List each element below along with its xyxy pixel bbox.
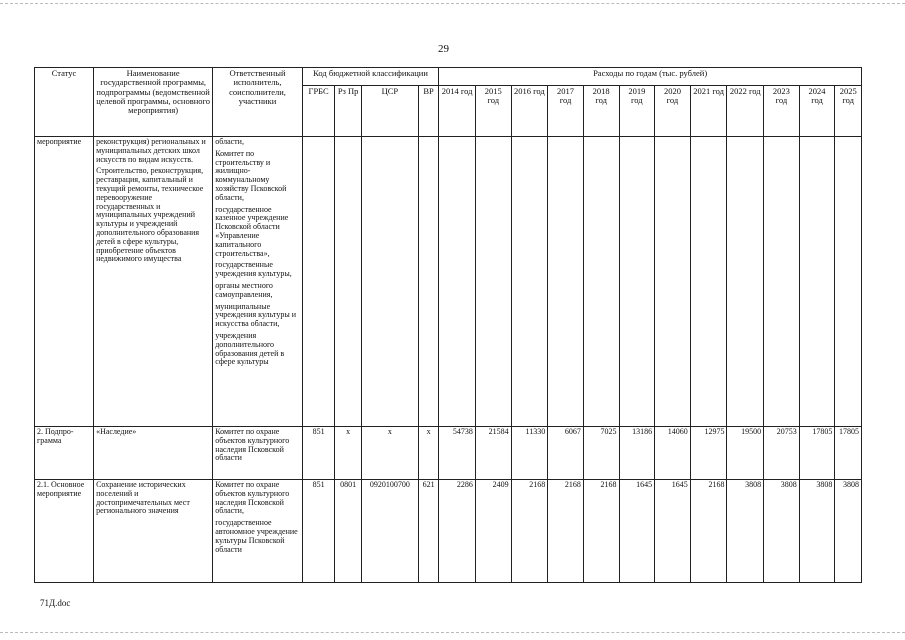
row-value: 3808 xyxy=(727,480,764,583)
row-rz-pr xyxy=(335,137,361,427)
responsible-part: органы местного самоуправления, xyxy=(215,280,273,299)
header-responsible: Ответственный исполнитель, соисполнители, участники xyxy=(213,68,303,137)
responsible-part: муниципальные учреждения культуры и искусства области, xyxy=(215,301,296,329)
row-rz-pr: х xyxy=(335,427,361,480)
header-year: 2015 год xyxy=(475,86,511,137)
responsible-part: Комитет по охране объектов культурного наследия Псковской области xyxy=(215,427,290,463)
table-row xyxy=(35,137,862,427)
bottom-scan-border xyxy=(0,632,905,633)
row-grbs: 851 xyxy=(302,480,335,583)
row-value: 2168 xyxy=(511,480,548,583)
row-name-part: «Наследие» xyxy=(96,427,137,436)
header-year: 2014 год xyxy=(439,86,476,137)
responsible-part: государственные учреждения культуры, xyxy=(215,260,292,279)
row-value xyxy=(475,137,511,427)
row-value: 3808 xyxy=(799,480,835,583)
row-value: 11330 xyxy=(511,427,548,480)
row-value: 7025 xyxy=(583,427,619,480)
row-value xyxy=(548,137,584,427)
row-value xyxy=(835,137,862,427)
row-value: 3808 xyxy=(764,480,800,583)
row-vr xyxy=(418,137,438,427)
responsible-part: государственное автономное учреждение культуры Псковской области xyxy=(215,518,298,554)
row-value: 1645 xyxy=(655,480,691,583)
header-year: 2022 год xyxy=(727,86,764,137)
header-expenses: Расходы по годам (тыс. рублей) xyxy=(439,68,862,86)
row-value xyxy=(583,137,619,427)
header-year: 2024 год xyxy=(799,86,835,137)
row-value: 19500 xyxy=(727,427,764,480)
expenses-table xyxy=(34,67,862,583)
responsible-part: Комитет по строительству и жилищно-коммунальному хозяйству Псковской области, xyxy=(215,148,287,202)
row-value xyxy=(619,137,655,427)
header-year: 2019 год xyxy=(619,86,655,137)
row-value xyxy=(690,137,727,427)
header-grbs: ГРБС xyxy=(302,86,335,137)
row-value: 13186 xyxy=(619,427,655,480)
row-csr: х xyxy=(361,427,418,480)
row-value: 2168 xyxy=(583,480,619,583)
footer-filename: 71Д.doc xyxy=(40,598,71,608)
responsible-part: Комитет по охране объектов культурного наследия Псковской области, xyxy=(215,480,290,516)
row-value xyxy=(655,137,691,427)
row-value: 3808 xyxy=(835,480,862,583)
row-value: 2286 xyxy=(439,480,476,583)
header-year: 2016 год xyxy=(511,86,548,137)
row-value: 2168 xyxy=(690,480,727,583)
row-value: 21584 xyxy=(475,427,511,480)
table-row xyxy=(35,427,862,480)
row-name-part: реконструкция) региональных и муниципальных детских школ искусств по видам искусств. xyxy=(96,137,206,164)
responsible-part: государственное казенное учреждение Псковской области «Управление капитального строительства», xyxy=(215,204,289,258)
row-value xyxy=(511,137,548,427)
row-responsible xyxy=(213,480,303,583)
header-year: 2021 год xyxy=(690,86,727,137)
row-value: 17805 xyxy=(835,427,862,480)
header-year: 2025 год xyxy=(835,86,862,137)
row-csr: 0920100700 xyxy=(361,480,418,583)
row-grbs: 851 xyxy=(302,427,335,480)
row-csr xyxy=(361,137,418,427)
row-grbs xyxy=(302,137,335,427)
row-status: 2.1. Основное мероприятие xyxy=(35,480,94,583)
top-scan-border xyxy=(0,3,905,4)
header-status: Статус xyxy=(35,68,94,137)
row-vr: х xyxy=(418,427,438,480)
row-name xyxy=(94,137,213,427)
header-year: 2018 год xyxy=(583,86,619,137)
header-vr: ВР xyxy=(418,86,438,137)
row-name xyxy=(94,480,213,583)
header-rz-pr: Рз Пр xyxy=(335,86,361,137)
row-value: 6067 xyxy=(548,427,584,480)
header-year: 2023 год xyxy=(764,86,800,137)
responsible-part: учреждения дополнительного образования детей в сфере культуры xyxy=(215,330,285,367)
header-year: 2020 год xyxy=(655,86,691,137)
row-name-part: Сохранение исторических поселений и достопримечательных мест регионального значения xyxy=(96,480,190,516)
row-vr: 621 xyxy=(418,480,438,583)
row-value: 2168 xyxy=(548,480,584,583)
row-status: мероприятие xyxy=(35,137,94,427)
row-value xyxy=(764,137,800,427)
row-responsible xyxy=(213,137,303,427)
row-value: 14060 xyxy=(655,427,691,480)
row-name xyxy=(94,427,213,480)
row-status: 2. Подпро-грамма xyxy=(35,427,94,480)
table-row xyxy=(35,480,862,583)
page-number: 29 xyxy=(438,43,449,55)
row-value xyxy=(439,137,476,427)
header-year: 2017 год xyxy=(548,86,584,137)
row-value: 54738 xyxy=(439,427,476,480)
row-value: 17805 xyxy=(799,427,835,480)
row-value: 20753 xyxy=(764,427,800,480)
header-csr: ЦСР xyxy=(361,86,418,137)
row-value: 12975 xyxy=(690,427,727,480)
header-budget-code: Код бюджетной классификации xyxy=(302,68,438,86)
responsible-part: области, xyxy=(215,137,244,146)
row-value: 2409 xyxy=(475,480,511,583)
row-value xyxy=(727,137,764,427)
row-rz-pr: 0801 xyxy=(335,480,361,583)
header-name: Наименование государственной программы, подпрограммы (ведомственной целевой программы, основного мероприятия) xyxy=(94,68,213,137)
row-value: 1645 xyxy=(619,480,655,583)
row-name-part: Строительство, реконструкция, реставрация, капитальный и текущий ремонты, техническое перевооружение государственных и муниципальных учреждений культуры и учреждений дополнительного образования детей в сфере культуры, приобретение объектов недвижимого имущества xyxy=(96,166,204,264)
row-value xyxy=(799,137,835,427)
row-responsible xyxy=(213,427,303,480)
